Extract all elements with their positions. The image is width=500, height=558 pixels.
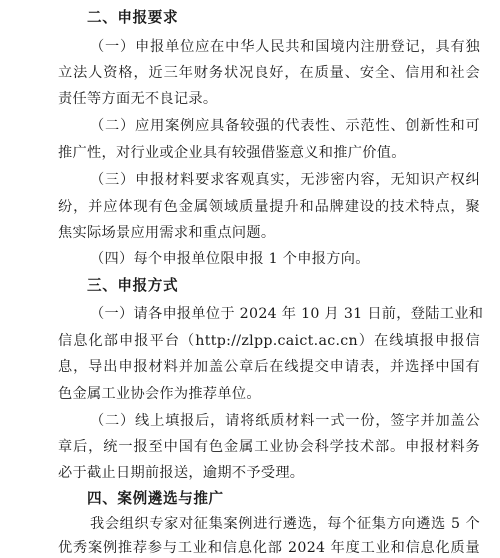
paragraph-line: 推广性，对行业或企业具有较强借鉴意义和推广价值。 [58,145,406,161]
paragraph-line: （二）线上填报后，请将纸质材料一式一份，签字并加盖公 [90,413,480,429]
paragraph-line: 责任等方面无不良记录。 [58,91,218,107]
paragraph-line: 必于截止日期前报送，逾期不予受理。 [58,465,305,481]
paragraph-line: （三）申报材料要求客观真实，无涉密内容，无知识产权纠 [90,172,480,188]
paragraph-line: （一）申报单位应在中华人民共和国境内注册登记，具有独 [90,39,480,55]
paragraph-line: 息，导出申报材料并加盖公章后在线提交申请表，并选择中国有 [58,359,480,375]
paragraph-line: （四）每个申报单位限申报 1 个申报方向。 [90,251,370,267]
paragraph-line: 优秀案例推荐参与工业和信息化部 2024 年度工业和信息化质量 [58,540,480,556]
paragraph-line: （一）请各申报单位于 2024 年 10 月 31 日前，登陆工业和 [90,306,484,322]
paragraph-line: 色金属工业协会作为推荐单位。 [58,386,261,402]
paragraph-line: 纷，并应体现有色金属领域质量提升和品牌建设的技术特点，聚 [58,199,480,215]
section-heading-submission: 三、申报方式 [87,277,179,294]
paragraph-line: 我会组织专家对征集案例进行遴选，每个征集方向遴选 5 个 [90,516,480,532]
paragraph-line: （二）应用案例应具备较强的代表性、示范性、创新性和可 [90,118,480,134]
paragraph-line: 章后，统一报至中国有色金属工业协会科学技术部。申报材料务 [58,439,480,455]
section-heading-requirements: 二、申报要求 [87,9,179,26]
paragraph-line: 立法人资格，近三年财务状况良好，在质量、安全、信用和社会 [58,65,480,81]
paragraph-line: 信息化部申报平台（http://zlpp.caict.ac.cn）在线填报申报信 [58,333,480,349]
paragraph-line: 焦实际场景应用需求和重点问题。 [58,225,276,241]
section-heading-selection: 四、案例遴选与推广 [87,490,224,507]
